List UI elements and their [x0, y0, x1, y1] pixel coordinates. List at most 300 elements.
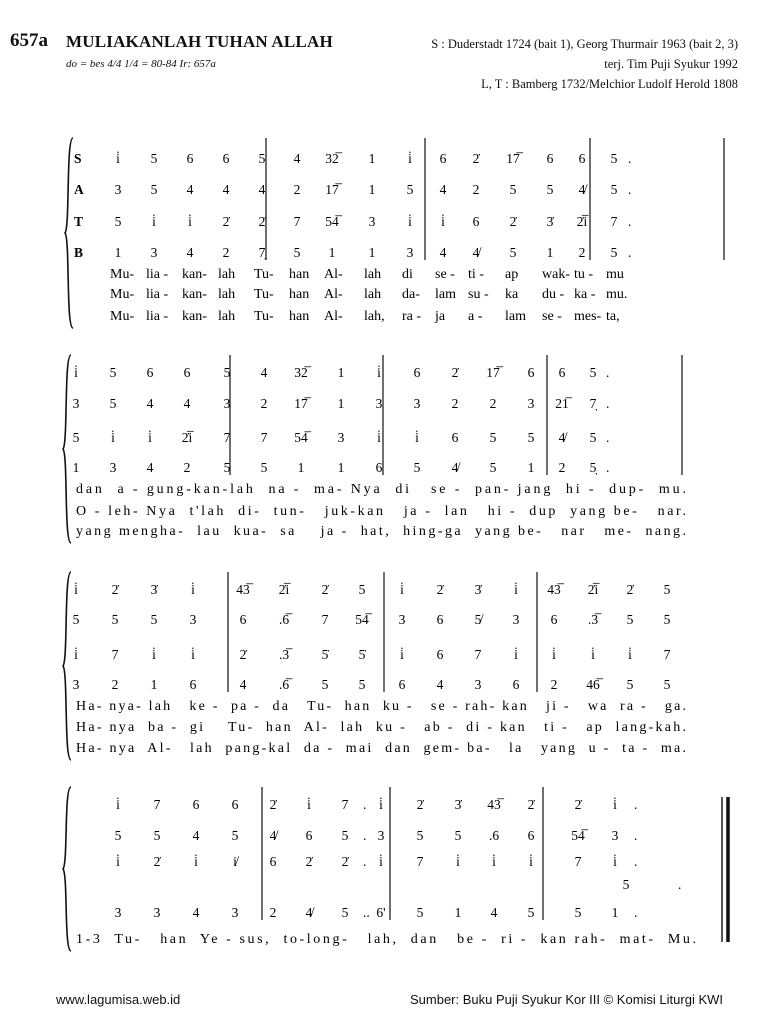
- note-dot: .: [634, 854, 638, 869]
- note: 4: [260, 365, 268, 380]
- note: i̇: [456, 854, 460, 869]
- note: 1: [150, 677, 158, 692]
- lyric-syllable: Tu-: [254, 287, 274, 302]
- note: 4: [439, 245, 447, 260]
- note: 5: [663, 612, 671, 627]
- note: i̇: [74, 582, 78, 597]
- lyric-syllable: Al-: [324, 267, 343, 282]
- note: i̇: [191, 647, 195, 662]
- note: 3: [231, 905, 239, 920]
- lyric-syllable: kan-: [182, 287, 207, 302]
- note: 5̇: [358, 647, 366, 662]
- website-url[interactable]: www.lagumisa.web.id: [56, 992, 181, 1007]
- note: 5: [260, 460, 268, 475]
- note: 5: [416, 828, 424, 843]
- note: i̇: [529, 854, 533, 869]
- note: 17̅: [506, 151, 520, 166]
- note: 5: [258, 151, 266, 166]
- note: 7: [223, 430, 231, 445]
- lyric-syllable: mes-: [574, 309, 602, 324]
- note: 5̸: [474, 612, 482, 627]
- lyric-syllable: wak-: [542, 267, 570, 282]
- lyric-syllable: Mu-: [110, 287, 135, 302]
- note: 4: [239, 677, 247, 692]
- note: 6: [546, 151, 554, 166]
- note-dot: .: [606, 396, 610, 411]
- note: 17̅: [486, 365, 500, 380]
- credit-line: terj. Tim Puji Syukur 1992: [604, 57, 738, 71]
- lyric-syllable: lah: [364, 287, 382, 302]
- note: 6: [451, 430, 459, 445]
- note: 2̇: [153, 854, 161, 869]
- note: 3: [368, 214, 376, 229]
- note: 7̣: [589, 396, 597, 411]
- note: 54̅: [355, 612, 369, 627]
- note: 3: [406, 245, 414, 260]
- note: 2̇: [239, 647, 247, 662]
- note: 6: [550, 612, 558, 627]
- note: 3: [109, 460, 117, 475]
- note-dot: ..: [363, 905, 370, 920]
- note: 5: [527, 905, 535, 920]
- note: 5: [663, 582, 671, 597]
- note: 5: [150, 182, 158, 197]
- note: 5: [231, 828, 239, 843]
- note: 5: [622, 877, 630, 892]
- lyric-syllable: lia -: [146, 309, 169, 324]
- key-tempo-info: do = bes 4/4 1/4 = 80-84 Ir: 657a: [66, 58, 216, 70]
- note: i̇: [400, 647, 404, 662]
- note: 4: [146, 396, 154, 411]
- note: 5: [150, 612, 158, 627]
- note: 6: [439, 151, 447, 166]
- note: 2: [558, 460, 566, 475]
- note: i̇: [514, 582, 518, 597]
- note-dot: .: [628, 245, 632, 260]
- note: 6: [436, 647, 444, 662]
- note: 7̣: [258, 245, 266, 260]
- note: 5: [589, 430, 597, 445]
- note: 3: [611, 828, 619, 843]
- system-brace: [63, 355, 71, 543]
- note: 4̸: [558, 430, 566, 445]
- note: 6: [239, 612, 247, 627]
- note: 6: [436, 612, 444, 627]
- note: 3: [512, 612, 520, 627]
- note: 1: [328, 245, 336, 260]
- lyric-syllable: ra -: [402, 309, 422, 324]
- note: 4̸: [472, 245, 480, 260]
- note: 2: [293, 182, 301, 197]
- lyric-line: O - leh- Nya t'lah di- tun- juk-kan ja - lan hi - dup yang be- nar.: [76, 504, 686, 519]
- lyric-syllable: ja: [435, 309, 446, 324]
- note: 4: [183, 396, 191, 411]
- note: 4: [439, 182, 447, 197]
- note: 3: [377, 828, 385, 843]
- note: 5: [293, 245, 301, 260]
- note: i̇: [116, 797, 120, 812]
- note: 7: [153, 797, 161, 812]
- note: 6: [512, 677, 520, 692]
- note: 4: [192, 905, 200, 920]
- lyric-syllable: han: [289, 309, 310, 324]
- note: 2: [578, 245, 586, 260]
- note: 54̅: [571, 828, 585, 843]
- note: 7: [341, 797, 349, 812]
- note: 1: [546, 245, 554, 260]
- note: 2: [489, 396, 497, 411]
- note: 5: [626, 677, 634, 692]
- note: 7: [610, 214, 618, 229]
- lyric-syllable: Al-: [324, 287, 343, 302]
- note: 4: [186, 245, 194, 260]
- note: 6: [472, 214, 480, 229]
- note: 2̇: [222, 214, 230, 229]
- note: 2̇: [341, 854, 349, 869]
- note: 3̇: [150, 582, 158, 597]
- note: i̇: [591, 647, 595, 662]
- note-dot: .: [363, 854, 367, 869]
- note: i̇: [400, 582, 404, 597]
- note-dot: .: [363, 828, 367, 843]
- note: .3̅: [587, 612, 599, 627]
- note: 3: [72, 677, 80, 692]
- note: 1: [368, 151, 376, 166]
- lyric-syllable: di: [402, 267, 413, 282]
- note: .6̅: [278, 612, 290, 627]
- note: 4: [192, 828, 200, 843]
- note: 3: [398, 612, 406, 627]
- note: 3̇: [474, 582, 482, 597]
- note: 3: [150, 245, 158, 260]
- note: i̇: [194, 854, 198, 869]
- lyric-syllable: lah: [218, 309, 236, 324]
- note: i̇: [152, 214, 156, 229]
- note: 2: [269, 905, 277, 920]
- lyric-syllable: lam: [435, 287, 456, 302]
- note: 4̸: [578, 182, 586, 197]
- lyric-syllable: su -: [468, 287, 489, 302]
- note: 1: [454, 905, 462, 920]
- note: 7: [260, 430, 268, 445]
- note: i̇: [116, 151, 120, 166]
- note: 43̅: [547, 582, 561, 597]
- note-dot: .: [363, 797, 367, 812]
- note: 2: [260, 396, 268, 411]
- note: 6: [375, 460, 383, 475]
- note: 6: [527, 365, 535, 380]
- note: 2̇: [269, 797, 277, 812]
- note: 5: [663, 677, 671, 692]
- note: 3: [72, 396, 80, 411]
- note: 2̇: [436, 582, 444, 597]
- lyric-syllable: Tu-: [254, 267, 274, 282]
- note: 21̅: [555, 396, 569, 411]
- note: i̇: [613, 797, 617, 812]
- note: 5: [610, 151, 618, 166]
- note: 5: [358, 582, 366, 597]
- credit-line: L, T : Bamberg 1732/Melchior Ludolf Herold 1808: [481, 77, 738, 91]
- note: 7: [474, 647, 482, 662]
- note: i̇: [514, 647, 518, 662]
- note-dot: .: [606, 430, 610, 445]
- note: 7: [574, 854, 582, 869]
- note: 6: [222, 151, 230, 166]
- note: 2̇: [258, 214, 266, 229]
- note: 6: [186, 151, 194, 166]
- system-brace: [63, 572, 71, 760]
- note: 2̇: [626, 582, 634, 597]
- note: 3: [375, 396, 383, 411]
- lyric-syllable: ti -: [468, 267, 484, 282]
- note: 6: [146, 365, 154, 380]
- lyric-syllable: Mu-: [110, 267, 135, 282]
- note: 54̅: [325, 214, 339, 229]
- note: 4: [293, 151, 301, 166]
- note: 3̇: [546, 214, 554, 229]
- note: 5: [626, 612, 634, 627]
- note: 43̅: [236, 582, 250, 597]
- note: 3̇: [454, 797, 462, 812]
- note: 5: [114, 828, 122, 843]
- hymn-title: MULIAKANLAH TUHAN ALLAH: [66, 32, 333, 51]
- lyric-syllable: Al-: [324, 309, 343, 324]
- note: i̇: [377, 365, 381, 380]
- lyric-line: Ha- nya Al- lah pang-kal da - mai dan gem- ba- la yang u - ta - ma.: [76, 741, 687, 756]
- lyric-syllable: lia -: [146, 287, 169, 302]
- note-dot: .: [634, 905, 638, 920]
- note: 3: [153, 905, 161, 920]
- note: 4: [222, 182, 230, 197]
- note: 3: [114, 905, 122, 920]
- lyric-syllable: du -: [542, 287, 565, 302]
- note: 2̇i̅: [587, 582, 599, 597]
- note: 6: [527, 828, 535, 843]
- note: 2̇: [111, 582, 119, 597]
- note: 3: [474, 677, 482, 692]
- note: 5: [589, 365, 597, 380]
- note: 2̇: [451, 365, 459, 380]
- note-dot: .: [628, 182, 632, 197]
- note: 1: [297, 460, 305, 475]
- note: 3: [189, 612, 197, 627]
- note: 4̸: [305, 905, 313, 920]
- lyric-line: 1-3 Tu- han Ye - sus, to-long- lah, dan be - ri - kan rah- mat- Mu.: [76, 932, 696, 947]
- note: 5: [341, 905, 349, 920]
- lyric-syllable: lah,: [364, 309, 385, 324]
- note: i̇: [628, 647, 632, 662]
- note: 5: [574, 905, 582, 920]
- note: 6: [183, 365, 191, 380]
- note: 32̅: [294, 365, 308, 380]
- note: 5: [527, 430, 535, 445]
- note: 3: [413, 396, 421, 411]
- lyric-syllable: ka -: [574, 287, 596, 302]
- note: 5: [109, 365, 117, 380]
- note: 6: [231, 797, 239, 812]
- note: 1: [337, 365, 345, 380]
- note: 1: [337, 396, 345, 411]
- note: 5: [223, 460, 231, 475]
- note: 6: [413, 365, 421, 380]
- note: 2̇: [472, 151, 480, 166]
- lyric-syllable: tu -: [574, 267, 594, 282]
- note-dot: .: [634, 797, 638, 812]
- note: 5: [111, 612, 119, 627]
- note: 2̇: [416, 797, 424, 812]
- voice-label: T: [74, 214, 84, 229]
- note: 7: [293, 214, 301, 229]
- note: 3: [114, 182, 122, 197]
- note-dot: .: [634, 828, 638, 843]
- lyric-syllable: lah: [364, 267, 382, 282]
- note: 4̸: [269, 828, 277, 843]
- note-dot: .: [628, 151, 632, 166]
- note: 4: [146, 460, 154, 475]
- note: i̇: [111, 430, 115, 445]
- lyric-syllable: han: [289, 287, 310, 302]
- note: 2: [550, 677, 558, 692]
- note: 5̇: [321, 647, 329, 662]
- note: i̇: [379, 797, 383, 812]
- note: 6: [578, 151, 586, 166]
- note: i̇: [307, 797, 311, 812]
- note: .3̅: [278, 647, 290, 662]
- note: i̇: [74, 647, 78, 662]
- note: 54̅: [294, 430, 308, 445]
- lyric-syllable: lam: [505, 309, 526, 324]
- note: 7: [111, 647, 119, 662]
- system-brace: [63, 787, 71, 951]
- note: 5: [610, 245, 618, 260]
- note: 6: [305, 828, 313, 843]
- note: 2: [472, 182, 480, 197]
- note: 5: [153, 828, 161, 843]
- lyric-syllable: se -: [435, 267, 455, 282]
- note: 2: [183, 460, 191, 475]
- note: i̇: [379, 854, 383, 869]
- note: 1: [611, 905, 619, 920]
- voice-label: A: [74, 182, 84, 197]
- note: 6: [558, 365, 566, 380]
- lyric-line: dan a - gung-kan-lah na - ma- Nya di se - pan- jang hi - dup- mu.: [76, 482, 687, 497]
- note: 2: [222, 245, 230, 260]
- note: 2̇: [574, 797, 582, 812]
- note: 5: [509, 245, 517, 260]
- voice-label: B: [74, 245, 84, 260]
- note: 7: [663, 647, 671, 662]
- note: i̸: [233, 854, 237, 869]
- note: 5: [509, 182, 517, 197]
- note: 6: [192, 797, 200, 812]
- note: 5: [72, 430, 80, 445]
- note: 7: [416, 854, 424, 869]
- note-dot: .: [678, 877, 682, 892]
- note: 5̣: [589, 460, 597, 475]
- note: 2̇: [321, 582, 329, 597]
- note: 5: [358, 677, 366, 692]
- lyric-syllable: mu: [606, 267, 624, 282]
- note: 6: [269, 854, 277, 869]
- note: 1: [337, 460, 345, 475]
- lyric-syllable: Tu-: [254, 309, 274, 324]
- lyric-syllable: ta,: [606, 309, 620, 324]
- note: 5: [341, 828, 349, 843]
- note: 2: [111, 677, 119, 692]
- system-brace: [65, 138, 73, 328]
- note: 1: [368, 182, 376, 197]
- note: 2: [451, 396, 459, 411]
- note: 46̅: [586, 677, 600, 692]
- note: 1: [527, 460, 535, 475]
- note: .6: [488, 828, 500, 843]
- note: 5: [489, 430, 497, 445]
- note: 5: [454, 828, 462, 843]
- note: 7: [321, 612, 329, 627]
- lyric-line: Ha- nya- lah ke - pa - da Tu- han ku - se - rah- kan ji - wa ra - ga.: [76, 699, 686, 714]
- note: i̇: [408, 214, 412, 229]
- note-dot: .: [606, 365, 610, 380]
- lyric-syllable: lia -: [146, 267, 169, 282]
- note-dot: .: [628, 214, 632, 229]
- credit-line: S : Duderstadt 1724 (bait 1), Georg Thurmair 1963 (bait 2, 3): [431, 37, 738, 51]
- note: 5: [413, 460, 421, 475]
- note: 4: [490, 905, 498, 920]
- lyric-syllable: lah: [218, 287, 236, 302]
- note: i̇: [377, 430, 381, 445]
- note: 32̅: [325, 151, 339, 166]
- lyric-syllable: ka: [505, 287, 519, 302]
- lyric-syllable: Mu-: [110, 309, 135, 324]
- note: 5: [489, 460, 497, 475]
- note: 4: [186, 182, 194, 197]
- note: 2̇: [509, 214, 517, 229]
- note: 17̅: [294, 396, 308, 411]
- note: 5: [610, 182, 618, 197]
- note: 6: [189, 677, 197, 692]
- note: 5: [223, 365, 231, 380]
- note: .6̅: [278, 677, 290, 692]
- voice-label: S: [74, 151, 82, 166]
- note: 5: [72, 612, 80, 627]
- lyric-syllable: mu.: [606, 287, 628, 302]
- note: i̇: [74, 365, 78, 380]
- note: i̇: [191, 582, 195, 597]
- lyric-syllable: ap: [505, 267, 519, 282]
- note: i̇: [188, 214, 192, 229]
- note-dot: .: [606, 460, 610, 475]
- lyric-syllable: lah: [218, 267, 236, 282]
- note: 1: [114, 245, 122, 260]
- hymn-number: 657a: [10, 30, 48, 51]
- note: 4: [436, 677, 444, 692]
- lyric-syllable: da-: [402, 287, 420, 302]
- lyric-syllable: kan-: [182, 309, 207, 324]
- note: 43̅: [487, 797, 501, 812]
- lyric-syllable: a -: [468, 309, 483, 324]
- note: 4̸: [451, 460, 459, 475]
- note: 2̇: [305, 854, 313, 869]
- note: 17̅: [325, 182, 339, 197]
- note: 1: [72, 460, 80, 475]
- note: 5: [114, 214, 122, 229]
- note: 2̇: [527, 797, 535, 812]
- lyric-syllable: kan-: [182, 267, 207, 282]
- note: i̇: [441, 214, 445, 229]
- note: i̇: [408, 151, 412, 166]
- note: 1: [368, 245, 376, 260]
- note: 3: [337, 430, 345, 445]
